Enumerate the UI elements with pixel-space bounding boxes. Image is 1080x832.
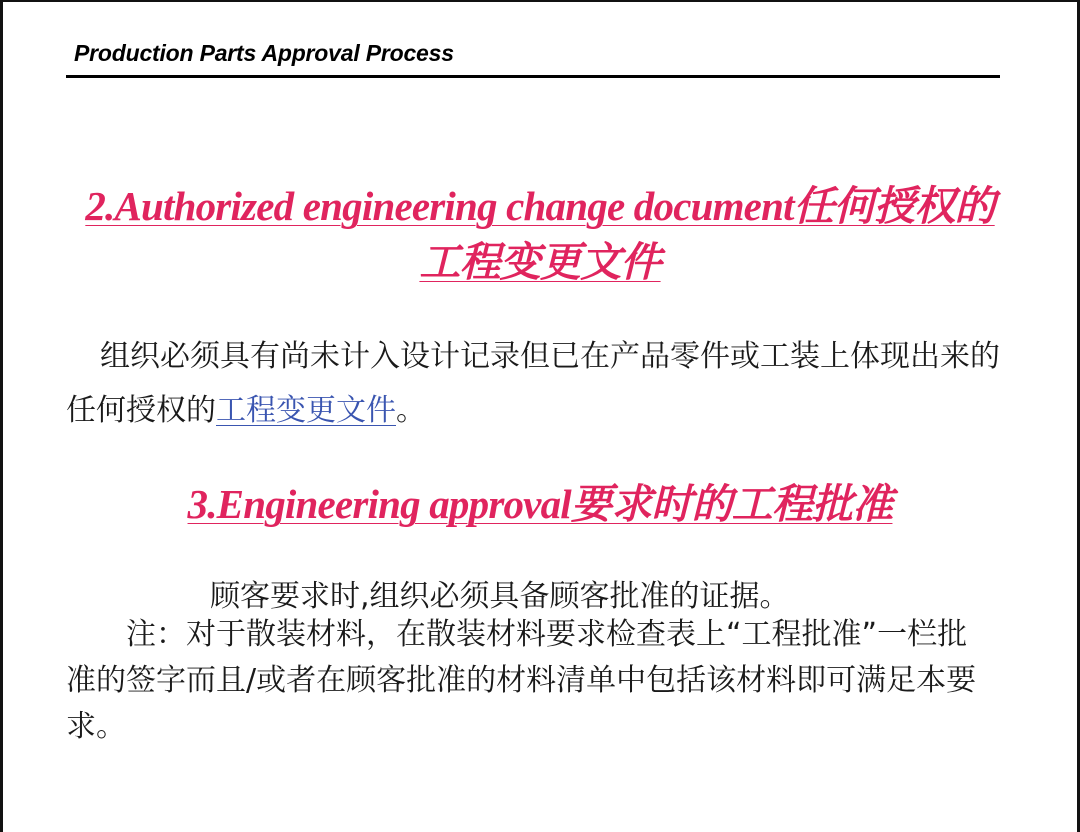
engineering-change-document-link[interactable]: 工程变更文件 <box>216 393 396 428</box>
section-2-body-suffix: 。 <box>396 393 426 428</box>
section-3-note <box>66 612 996 750</box>
section-2-heading: 2.Authorized engineering change document任何授权的工程变更文件 <box>85 183 995 285</box>
section-2-body-prefix: 组织必须具有尚未计入设计记录但已在产品零件或工装上体现出来的任何授权的 <box>66 339 1000 428</box>
header-divider <box>66 75 1000 78</box>
section-2-body <box>66 330 1006 438</box>
section-3-heading: 3.Engineering approval要求时的工程批准 <box>187 481 893 527</box>
section-3-note-text: 注：对于散装材料，在散装材料要求检查表上“工程批准”一栏批准的签字而且/或者在顾客批准的材料清单中包括该材料即可满足本要求。 <box>66 617 977 744</box>
page-header-title: Production Parts Approval Process <box>74 40 454 66</box>
section-3-body-text: 顾客要求时,组织必须具备顾客批准的证据。 <box>210 579 790 614</box>
